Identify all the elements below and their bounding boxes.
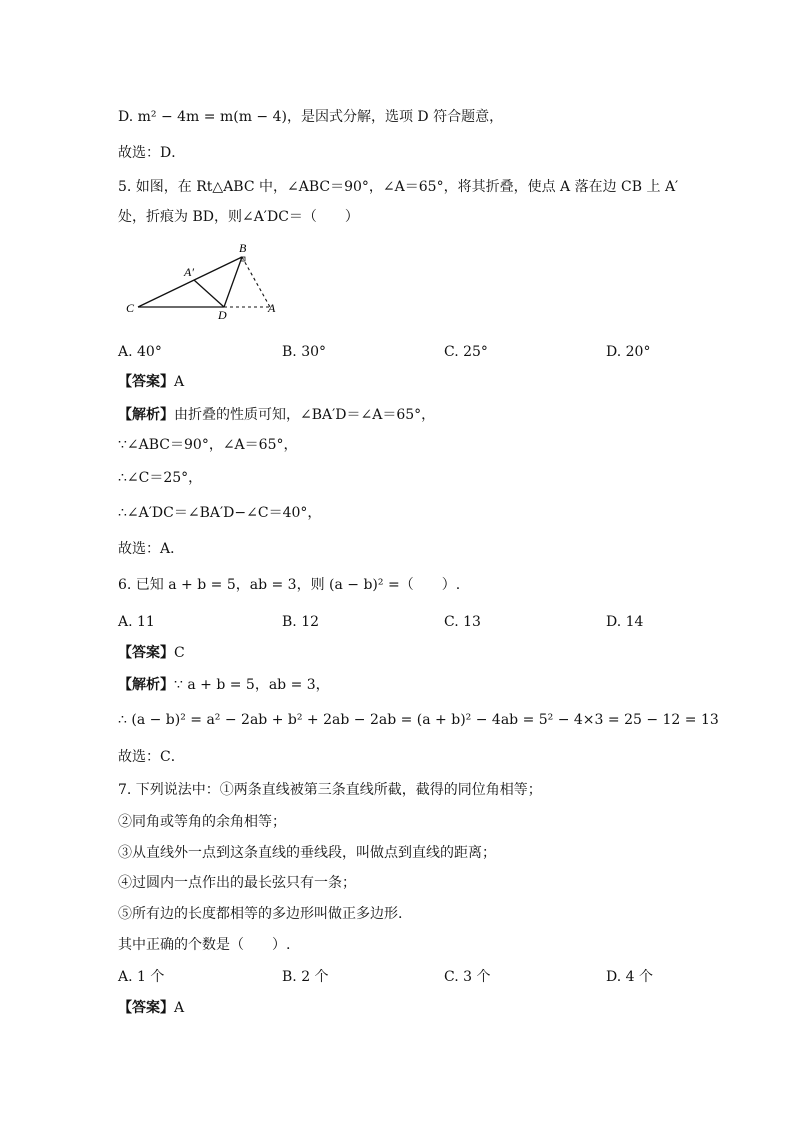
point-a-label: A [268,301,276,315]
q7-option-b: B. 2 个 [282,969,329,985]
q7-answer-value: A [174,1000,185,1016]
q5-option-c: C. 25° [444,344,488,360]
q6-step-2: ∴ (a − b)² = a² − 2ab + b² + 2ab − 2ab = (a + b)² − 4ab = 5² − 4×3 = 25 − 12 = 13 [118,712,719,728]
point-c-label: C [126,301,135,315]
q7-statement-3: ③从直线外一点到这条直线的垂线段，叫做点到直线的距离； [118,845,496,861]
answer-label: 【答案】 [118,645,174,661]
q7-answer [118,998,184,1018]
analysis-label: 【解析】 [118,677,174,693]
q7-option-a: A. 1 个 [118,969,165,985]
question-5-line-2: 处，折痕为 BD，则∠A′DC＝（ ） [118,209,359,225]
analysis-label: 【解析】 [118,407,174,423]
q5-selection: 故选：A． [118,541,185,557]
triangle-figure [122,238,282,320]
q5-option-d: D. 20° [606,344,651,360]
question-7: 7. 下列说法中：①两条直线被第三条直线所截，截得的同位角相等； [118,782,542,798]
q6-selection: 故选：C． [118,749,185,765]
q6-analysis-text: ∵ a + b = 5，ab = 3， [174,677,330,693]
q7-option-c: C. 3 个 [444,969,491,985]
question-6: 6. 已知 a + b = 5，ab = 3，则 (a − b)² =（ ）. [118,577,461,593]
q5-analysis-text: 由折叠的性质可知，∠BA′D＝∠A＝65°， [174,407,436,423]
option-d-text: D. m² − 4m = m(m − 4)，是因式分解，选项 D 符合题意， [118,109,504,125]
q6-analysis [118,675,330,695]
q7-statement-5: ⑤所有边的长度都相等的多边形叫做正多边形. [118,906,403,922]
q6-option-b: B. 12 [282,614,320,630]
selection-text: 故选：D． [118,145,186,161]
answer-label: 【答案】 [118,374,174,390]
point-b-label: B [239,241,247,255]
point-d-label: D [218,308,227,320]
point-a-prime-label: A′ [184,265,194,279]
q5-step-4: ∴∠A′DC＝∠BA′D−∠C＝40°， [118,505,322,521]
q5-step-3: ∴∠C＝25°， [118,470,203,486]
q6-option-c: C. 13 [444,614,481,630]
q7-option-d: D. 4 个 [606,969,653,985]
q7-statement-2: ②同角或等角的余角相等； [118,814,286,830]
q6-option-d: D. 14 [606,614,644,630]
q5-step-2: ∵∠ABC＝90°，∠A＝65°， [118,437,298,453]
question-5-line-1: 5. 如图，在 Rt△ABC 中，∠ABC＝90°，∠A＝65°，将其折叠，使点 A 落在边 CB 上 A′ [118,179,679,195]
q6-answer [118,643,185,663]
q6-option-a: A. 11 [118,614,155,630]
q5-option-a: A. 40° [118,344,162,360]
q7-statement-4: ④过圆内一点作出的最长弦只有一条； [118,875,356,891]
q5-answer-value: A [174,374,185,390]
q5-answer [118,372,184,392]
q7-prompt: 其中正确的个数是（ ）. [118,937,291,953]
q5-option-b: B. 30° [282,344,327,360]
answer-label: 【答案】 [118,1000,174,1016]
q5-analysis [118,405,435,425]
q6-answer-value: C [174,645,185,661]
